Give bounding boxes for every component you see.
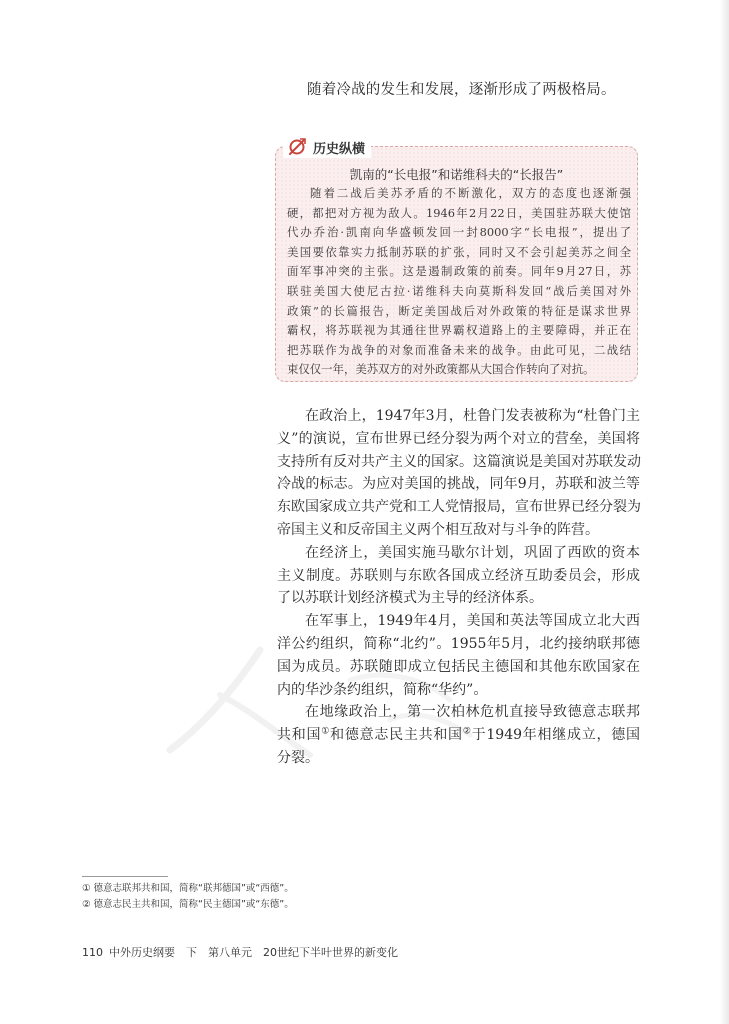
sidebar-line: 政策”的长篇报告，断定美国战后对外政策的特征是谋求世界 [287,303,631,318]
text-line: 主义制度。苏联则与东欧各国成立经济互助委员会，形成 [277,567,640,584]
text-line-with-notes [277,724,640,747]
page-number: 110 [82,946,103,959]
text-line: 帝国主义和反帝国主义两个相互敌对与斗争的阵营。 [277,521,599,538]
text-line: 东欧国家成立共产党和工人党情报局，宣布世界已经分裂为 [277,499,641,516]
page-edge [719,0,729,1024]
text-line: 在政治上，1947年3月，杜鲁门发表被称为“杜鲁门主 [305,408,640,424]
footnote-ref-1[interactable]: ① [321,726,331,737]
text-line: 内的华沙条约组织，简称“华约”。 [277,681,488,698]
footnote-2: ② 德意志民主共和国，简称“民主德国”或“东德”。 [82,899,294,910]
paragraph-military [277,610,640,701]
text-line: 在地缘政治上，第一次柏林危机直接导致德意志联邦 [305,704,640,721]
main-text [277,405,640,770]
footnote-1: ① 德意志联邦共和国，简称“联邦德国”或“西德”。 [82,883,294,894]
history-crossover-icon [287,137,307,157]
footnote-divider [82,876,168,877]
text-line: 在经济上，美国实施马歇尔计划，巩固了西欧的资本 [305,544,640,561]
paragraph-economy [277,542,640,610]
running-footer: 中外历史纲要 下 第八单元 20世纪下半叶世界的新变化 [109,946,398,959]
text-line: 义”的演说，宣布世界已经分裂为两个对立的营垒，美国将 [277,430,640,447]
intro-line: 随着冷战的发生和发展，逐渐形成了两极格局。 [307,82,616,98]
sidebar-line: 束仅仅一年，美苏双方的对外政策都从大国合作转向了对抗。 [287,362,595,377]
paragraph-politics [277,405,640,542]
text-line: 洋公约组织，简称“北约”。1955年5月，北约接纳联邦德 [277,635,640,652]
footnotes [82,881,294,913]
sidebar-line: 面军事冲突的主张。这是遏制政策的前奏。同年9月27日，苏 [287,264,631,279]
text-fragment: 和德意志民主共和国 [330,727,463,744]
sidebar-line: 霸权，将苏联视为其通往世界霸权道路上的主要障碍，并正在 [287,323,631,338]
text-line: 冷战的标志。为应对美国的挑战，同年9月，苏联和波兰等 [277,476,640,493]
text-line: 了以苏联计划经济模式为主导的经济体系。 [277,590,543,607]
sidebar-header [283,136,371,158]
sidebar-title: 凯南的“长电报”和诺维科夫的“长报告” [349,167,564,182]
sidebar-line: 硬，都把对方视为敌人。1946年2月22日，美国驻苏联大使馆 [287,205,631,220]
text-line: 分裂。 [277,749,319,766]
text-line: 支持所有反对共产主义的国家。这篇演说是美国对苏联发动 [277,453,641,470]
page-footer [82,944,398,960]
sidebar-line: 美国要依靠实力抵制苏联的扩张，同时又不会引起美苏之间全 [287,244,631,259]
text-fragment: 于1949年相继成立，德国 [471,727,641,744]
paragraph-geopolitics [277,701,640,769]
sidebar-label: 历史纵横 [313,141,366,157]
sidebar-line: 联驻美国大使尼古拉·诺维科夫向莫斯科发回“战后美国对外 [287,283,631,298]
text-fragment: 共和国 [277,727,322,744]
sidebar-line: 把苏联作为战争的对象而准备未来的战争。由此可见，二战结 [287,342,631,357]
sidebar-body [287,184,631,380]
sidebar-line: 随着二战后美苏矛盾的不断激化，双方的态度也逐渐强 [310,186,631,200]
text-line: 国为成员。苏联随即成立包括民主德国和其他东欧国家在 [277,658,640,675]
text-line: 在军事上，1949年4月，美国和英法等国成立北大西 [305,613,640,630]
sidebar-line: 代办乔治·凯南向华盛顿发回一封8000字“长电报”，提出了 [287,225,631,240]
footnote-ref-2[interactable]: ② [462,726,472,737]
